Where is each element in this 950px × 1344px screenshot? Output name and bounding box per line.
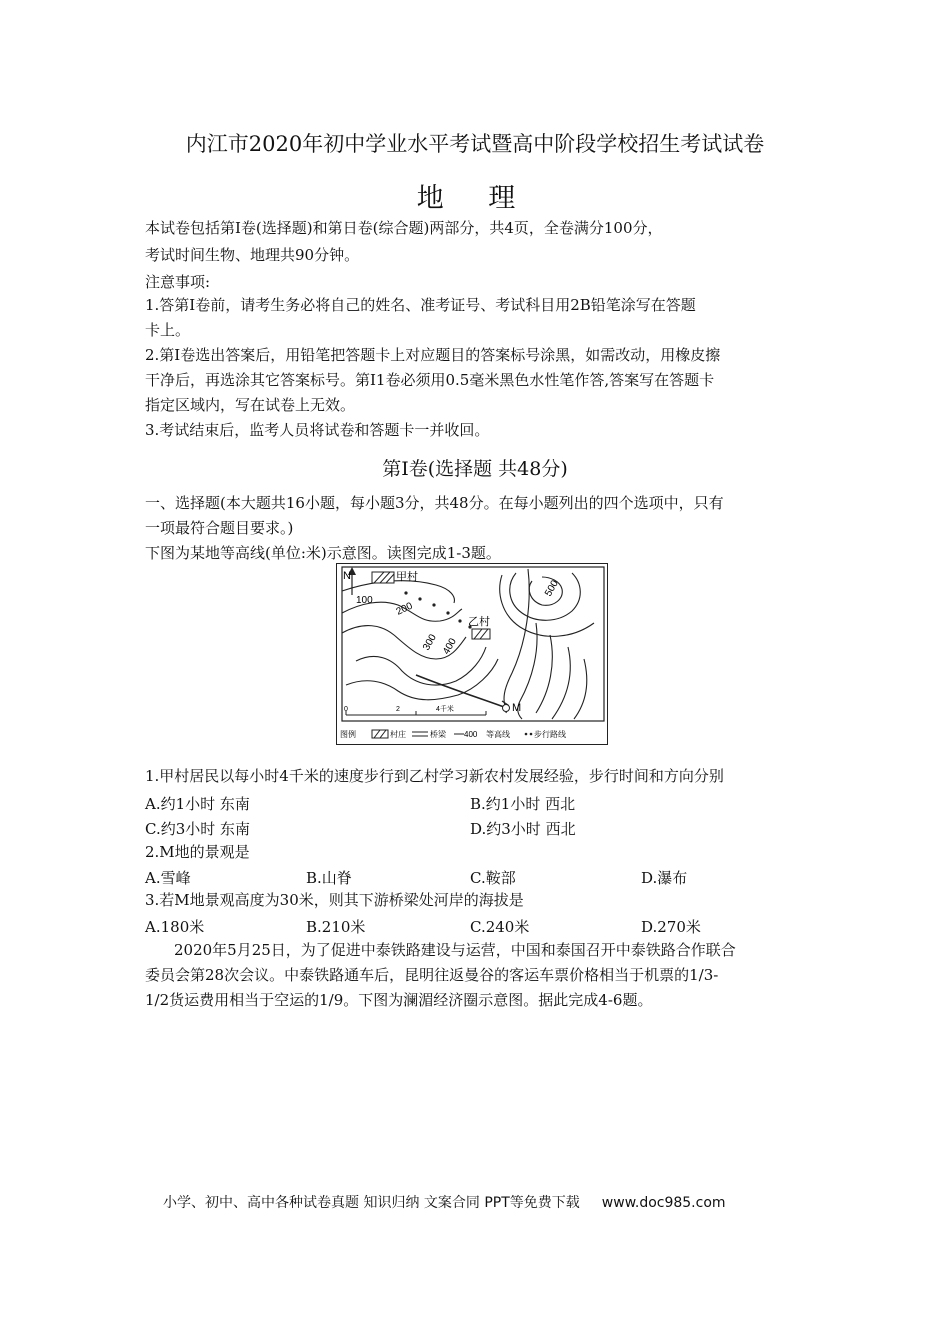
north-label: N	[343, 570, 351, 582]
point-m-icon	[503, 705, 510, 712]
legend-prefix: 图例	[340, 730, 356, 739]
option-a: A.雪峰	[145, 869, 191, 887]
legend-village-label: 村庄	[390, 730, 406, 739]
intro-line: 本试卷包括第I卷(选择题)和第日卷(综合题)两部分，共4页，全卷满分100分，	[145, 219, 663, 237]
option-c: C.约3小时 东南	[145, 820, 251, 838]
village-b-label: 乙村	[468, 615, 490, 628]
contour-map	[336, 563, 608, 745]
footer-text: 小学、初中、高中各种试卷真题 知识归纳 文案合同 PPT等免费下载	[163, 1195, 580, 1211]
passage-line: 2020年5月25日，为了促进中泰铁路建设与运营，中国和泰国召开中泰铁路合作联合	[174, 941, 736, 959]
option-b: B.约1小时 西北	[470, 795, 576, 813]
section-title: 第I卷(选择题 共48分)	[382, 458, 568, 480]
village-a-label: 甲村	[396, 570, 418, 583]
legend-contour-label: 等高线	[486, 730, 510, 739]
intro-line: 2.第I卷选出答案后，用铅笔把答题卡上对应题目的答案标号涂黑，如需改动，用橡皮擦	[145, 346, 721, 364]
contour-label-200: 200	[394, 600, 415, 618]
passage-line: 委员会第28次会议。中泰铁路通车后，昆明往返曼谷的客运车票价格相当于机票的1/3-	[145, 966, 719, 984]
option-c: C.240米	[470, 918, 530, 936]
intro-line: 1.答第I卷前，请考生务必将自己的姓名、准考证号、考试科目用2B铅笔涂写在答题	[145, 296, 696, 314]
section-desc-line: 下图为某地等高线(单位:米)示意图。读图完成1-3题。	[145, 544, 501, 562]
option-a: A.约1小时 东南	[145, 795, 250, 813]
section-desc-line: 一、选择题(本大题共16小题，每小题3分，共48分。在每小题列出的四个选项中，只有	[145, 494, 724, 512]
legend-bridge-label: 桥梁	[430, 730, 446, 739]
contour-label-300: 300	[421, 632, 439, 653]
scale-label-2: 2	[396, 706, 400, 713]
section-desc-line: 一项最符合题目要求。)	[145, 519, 294, 537]
question-stem: 2.M地的景观是	[145, 843, 250, 861]
option-d: D.瀑布	[641, 869, 688, 887]
subject-title: 地 理	[416, 183, 534, 214]
intro-line: 考试时间生物、地理共90分钟。	[145, 246, 360, 264]
intro-line: 卡上。	[145, 321, 191, 339]
legend-contour-value: 400	[464, 730, 478, 739]
question-stem: 1.甲村居民以每小时4千米的速度步行到乙村学习新农村发展经验，步行时间和方向分别	[145, 767, 724, 785]
intro-line: 注意事项:	[145, 273, 211, 291]
legend-path-label: 步行路线	[534, 730, 566, 739]
map-inner-frame	[342, 567, 604, 721]
option-d: D.约3小时 西北	[470, 820, 576, 838]
option-b: B.山脊	[306, 869, 352, 887]
contour-label-400: 400	[441, 636, 459, 657]
contour-label-100: 100	[356, 595, 373, 606]
option-d: D.270米	[641, 918, 701, 936]
footer-link[interactable]: www.doc985.com	[601, 1195, 726, 1211]
contour-label-500: 500	[543, 578, 561, 599]
intro-line: 指定区域内，写在试卷上无效。	[145, 396, 356, 414]
scale-label-0: 0	[344, 706, 348, 713]
passage-line: 1/2货运费用相当于空运的1/9。下图为澜湄经济圈示意图。据此完成4-6题。	[145, 991, 653, 1009]
question-stem: 3.若M地景观高度为30米，则其下游桥梁处河岸的海拔是	[145, 891, 524, 909]
intro-line: 3.考试结束后，监考人员将试卷和答题卡一并收回。	[145, 421, 490, 439]
footer	[163, 1192, 726, 1212]
option-c: C.鞍部	[470, 869, 516, 887]
exam-title: 内江市2020年初中学业水平考试暨高中阶段学校招生考试试卷	[185, 132, 765, 156]
option-a: A.180米	[145, 918, 205, 936]
point-m-label: M	[512, 702, 522, 714]
intro-line: 干净后，再选涂其它答案标号。第I1卷必须用0.5毫米黑色水性笔作答,答案写在答题卡	[145, 371, 715, 389]
option-b: B.210米	[306, 918, 366, 936]
scale-label-4: 4千米	[436, 706, 454, 713]
